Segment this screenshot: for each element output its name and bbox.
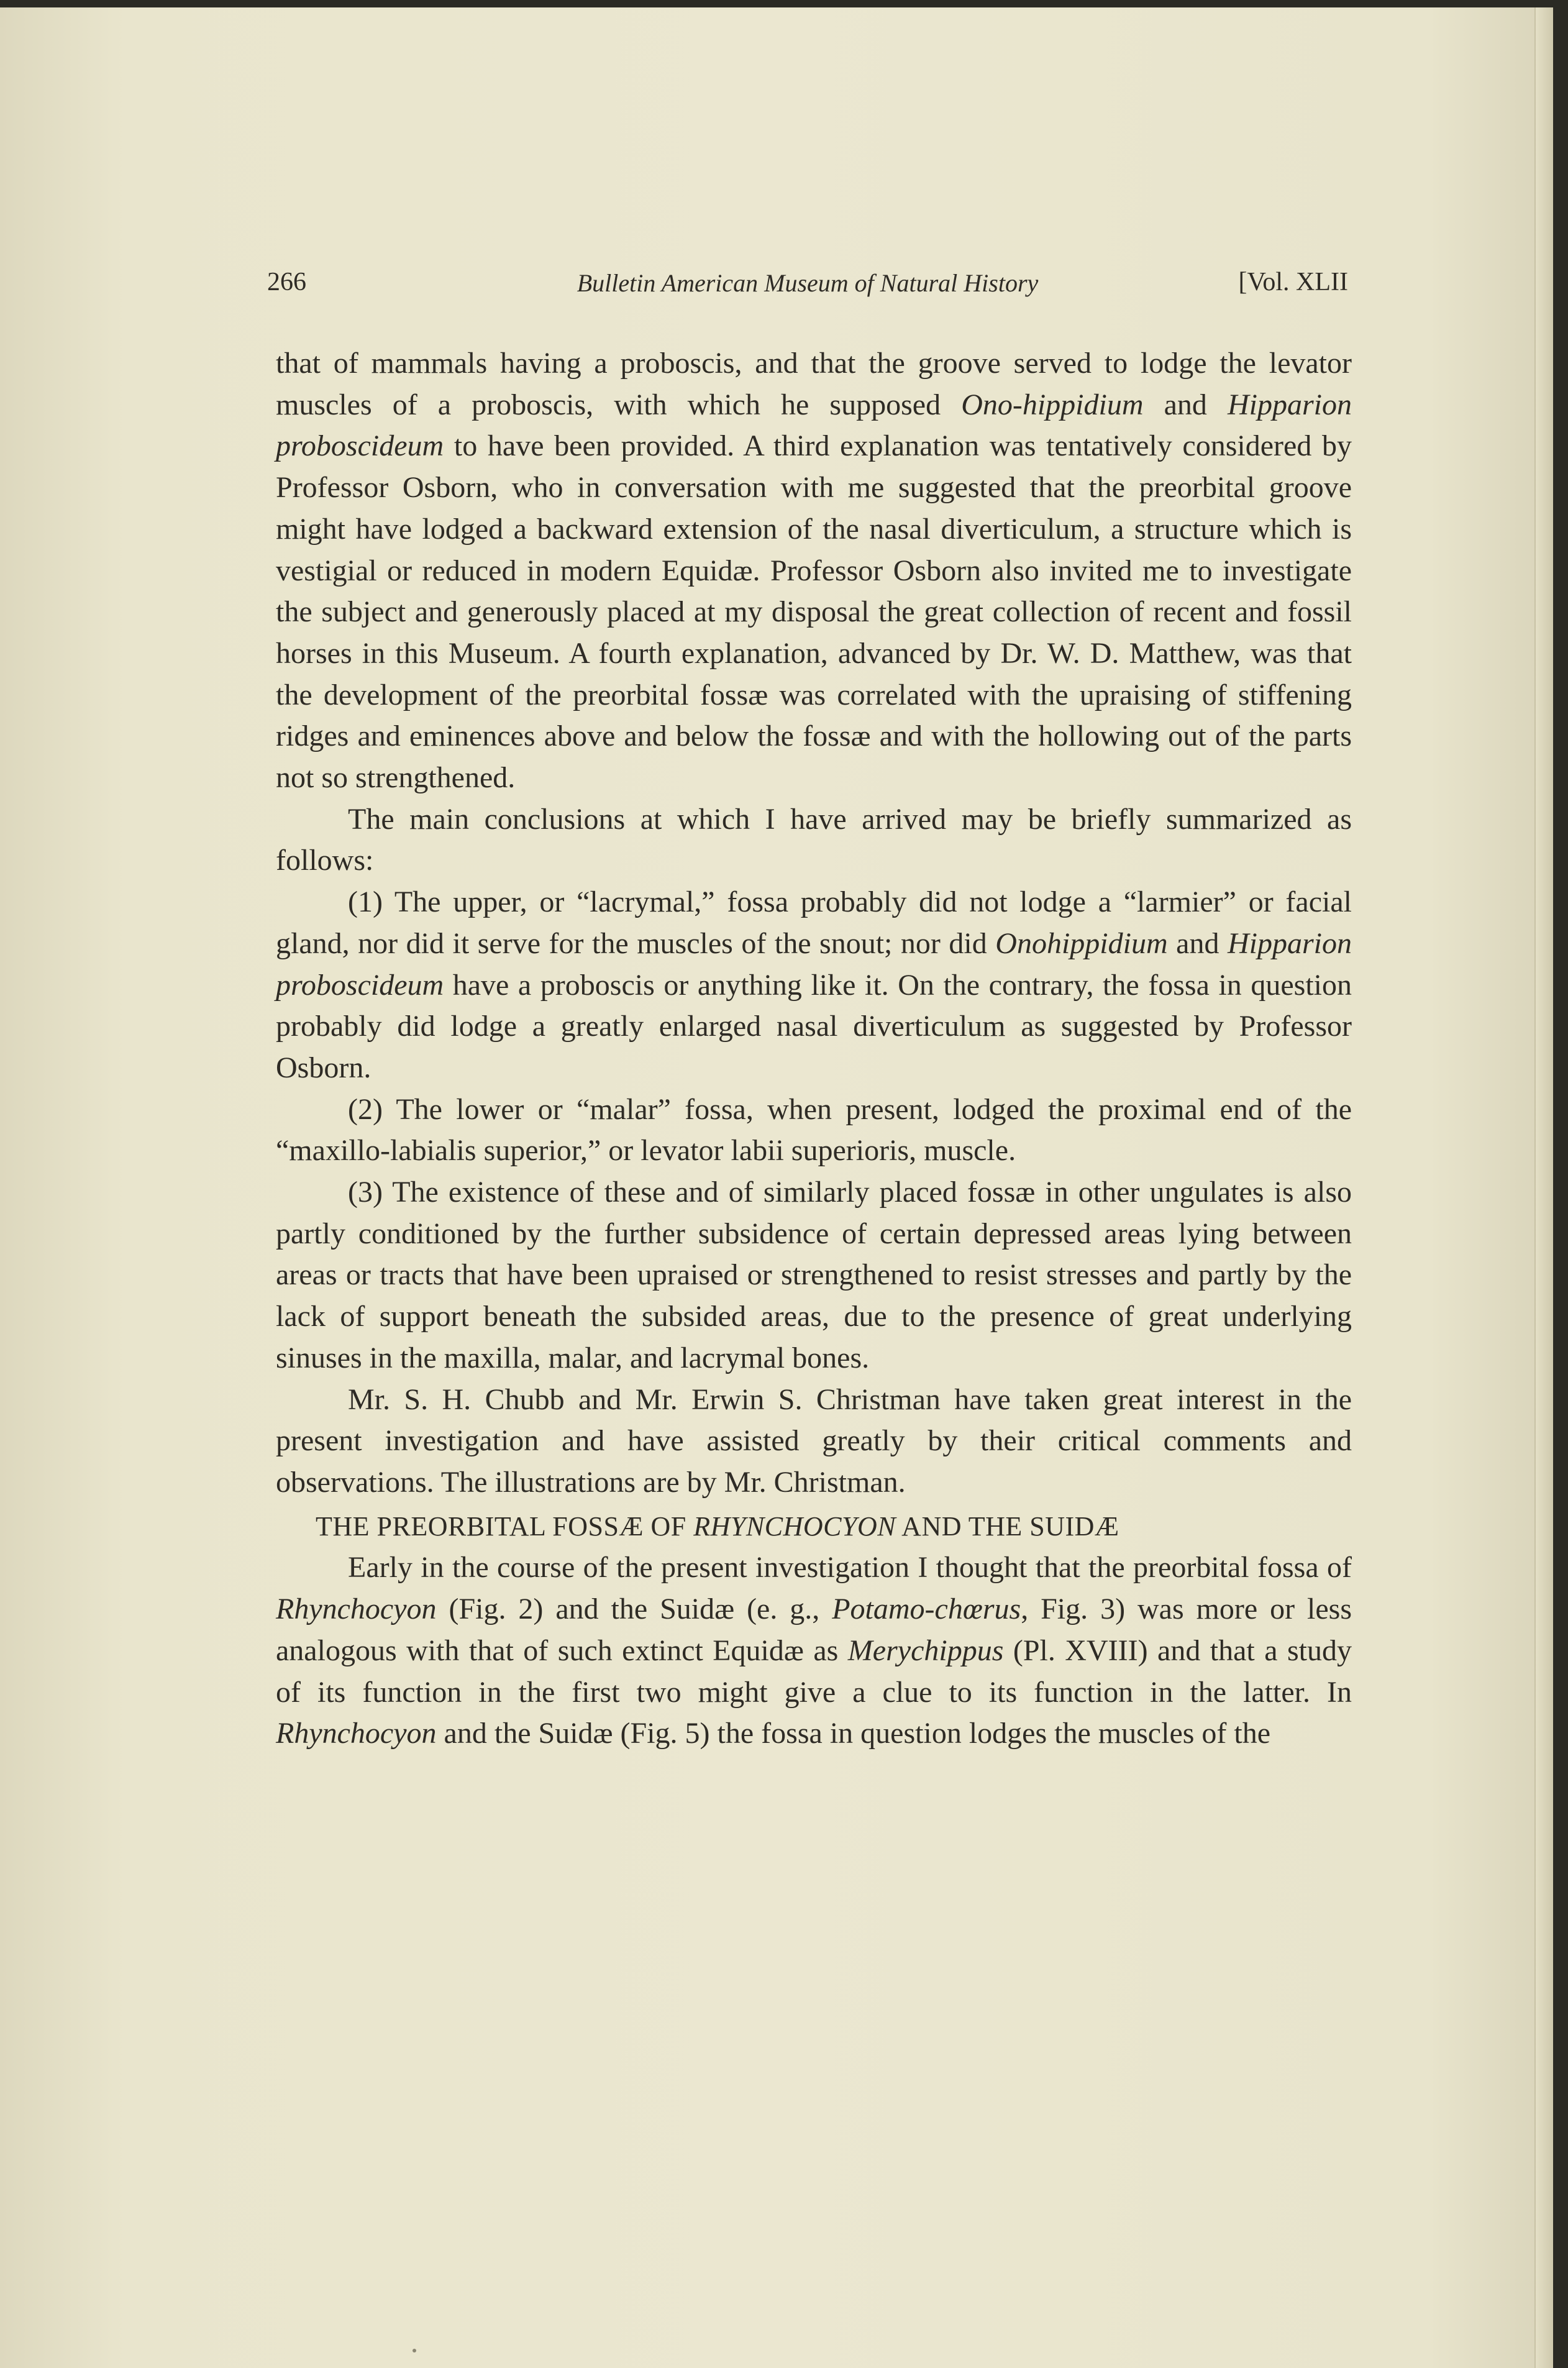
paragraph [276, 882, 1352, 1089]
paragraph [276, 343, 1352, 799]
italic-term: Potamo-chœrus [832, 1593, 1021, 1626]
text-run: (3) The existence of these and of similarly placed fossæ in other ungulates is also partly conditioned by the further subsidence of certain depressed areas lying between areas or tracts that have been upraised or strengthened to resist stresses and partly by the lack of support beneath the subsided areas, due to the presence of great underlying sinuses in the maxilla, malar, and lacrymal bones. [276, 1176, 1352, 1374]
page-edge [1534, 7, 1553, 2368]
paragraph [276, 1172, 1352, 1379]
paragraph [276, 1089, 1352, 1172]
paragraph [276, 1379, 1352, 1504]
italic-term: Hipparion proboscideum [276, 926, 1352, 1002]
paragraph [276, 1547, 1352, 1755]
page-number: 266 [267, 268, 306, 296]
text-run: and the Suidæ (Fig. 5) the fossa in question lodges the muscles of the [436, 1717, 1271, 1750]
running-title: Bulletin American Museum of Natural History [577, 269, 1039, 297]
italic-term: Merychippus [847, 1634, 1004, 1667]
body-text [276, 343, 1352, 1755]
text-run: to have been provided. A third explanation was tentatively considered by Professor Osborn, who in conversation with me suggested that the preorbital groove might have lodged a backward extension of the nasal diverticulum, a structure which is vestigial or reduced in modern Equidæ. Professor Osborn also invited me to investigate the subject and generously placed at my disposal the great collection of recent and fossil horses in this Museum. A fourth explanation, advanced by Dr. W. D. Matthew, was that the development of the preorbital fossæ was correlated with the upraising of stiffening ridges and eminences above and below the fossæ and with the hollowing out of the parts not so strengthened. [276, 429, 1352, 795]
text-run: Mr. S. H. Chubb and Mr. Erwin S. Christman have taken great interest in the present investigation and have assisted greatly by their critical comments and observations. The illustrations are by Mr. Christman. [276, 1383, 1352, 1499]
text-run: and [1143, 388, 1228, 421]
italic-term: Rhynchocyon [276, 1593, 437, 1626]
paper-speck [413, 2349, 416, 2352]
running-header [267, 267, 1348, 304]
section-heading-text: THE PREORBITAL FOSSÆ OF [316, 1511, 694, 1542]
section-heading-text: AND THE SUIDÆ [896, 1511, 1119, 1542]
text-run: that of mammals having a proboscis, and that the groove served to lodge the levator muscles of a proboscis, with which he supposed [276, 347, 1352, 421]
text-run: , Fig. 3) was more or less analogous with that of such extinct Equidæ as [276, 1593, 1352, 1667]
text-run: (Pl. XVIII) and that a study of its function in the first two might give a clue to its function in the latter. In [276, 1634, 1352, 1709]
italic-term: Onohippidium [995, 926, 1168, 960]
text-run: (Fig. 2) and the Suidæ (e. g., [436, 1593, 832, 1626]
text-run: have a proboscis or anything like it. On the contrary, the fossa in question probably did lodge a greatly enlarged nasal diverticulum as suggested by Professor Osborn. [276, 968, 1352, 1084]
text-run: The main conclusions at which I have arrived may be briefly summarized as follows: [276, 802, 1352, 877]
volume-label: [Vol. XLII [1238, 268, 1348, 296]
italic-term: Rhynchocyon [276, 1717, 437, 1750]
text-run: and [1167, 926, 1228, 960]
text-run: Early in the course of the present investigation I thought that the preorbital fossa of [348, 1551, 1352, 1584]
section-heading [276, 1506, 1352, 1548]
italic-term: Hipparion proboscideum [276, 388, 1352, 463]
text-run: (1) The upper, or “lacrymal,” fossa probably did not lodge a “larmier” or facial gland, nor did it serve for the muscles of the snout; nor did [276, 885, 1352, 960]
italic-term: Ono-hippidium [961, 388, 1144, 421]
text-run: (2) The lower or “malar” fossa, when present, lodged the proximal end of the “maxillo-labialis superior,” or levator labii superioris, muscle. [276, 1092, 1352, 1168]
section-heading-genus: RHYNCHOCYON [693, 1511, 896, 1542]
scanned-page [0, 7, 1552, 2368]
paragraph [276, 799, 1352, 882]
